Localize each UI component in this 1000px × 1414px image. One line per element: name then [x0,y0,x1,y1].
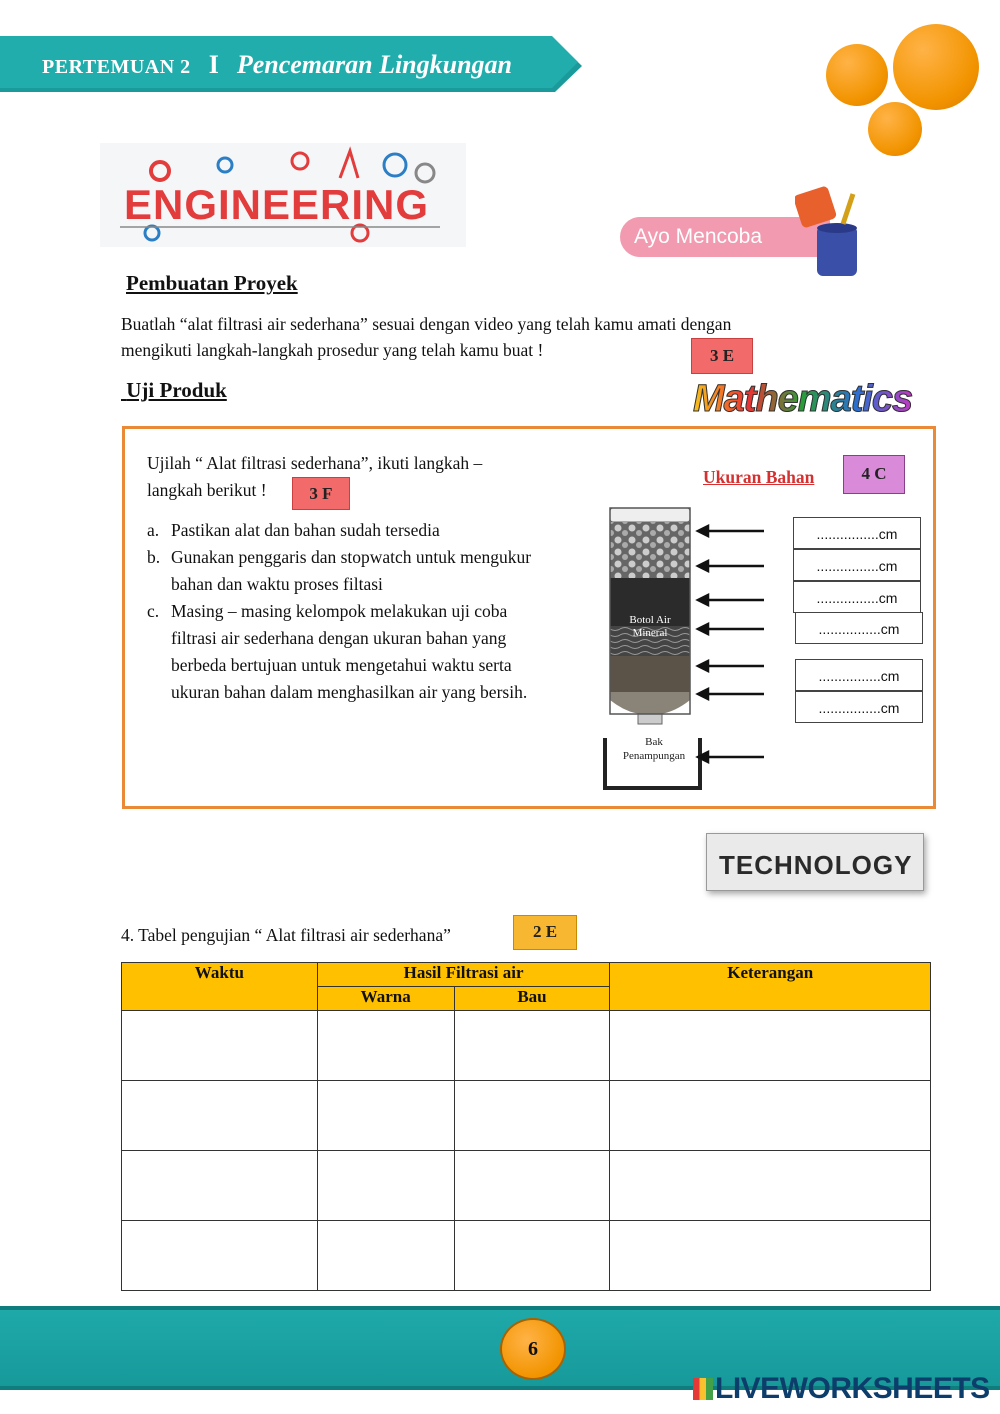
table-cell[interactable] [454,1081,610,1151]
step-text: Gunakan penggaris dan stopwatch untuk mengukur bahan dan waktu proses filtasi [171,547,532,594]
filter-bottle-diagram [600,500,780,795]
uji-heading [121,378,227,403]
table-cell[interactable] [122,1081,318,1151]
table-cell[interactable] [122,1221,318,1291]
measure-box[interactable]: ................cm [793,517,921,549]
table-cell[interactable] [454,1151,610,1221]
measure-box[interactable]: ................cm [793,549,921,581]
technology-banner [706,833,924,891]
watermark-text: LIVEWORKSHEETS [715,1372,990,1405]
decor-circle [826,44,888,106]
step-text: Pastikan alat dan bahan sudah tersedia [171,520,440,540]
table-row [122,1221,931,1291]
step-item [147,598,539,706]
ukuran-bahan-label: Ukuran Bahan [703,467,815,487]
cups-icon [795,184,865,280]
col-keterangan: Keterangan [610,963,931,1011]
table-cell[interactable] [122,1151,318,1221]
table-cell[interactable] [610,1221,931,1291]
table-caption: 4. Tabel pengujian “ Alat filtrasi air sederhana” [121,925,451,945]
badge-4c: 4 C [843,455,905,494]
measure-box[interactable]: ................cm [793,581,921,613]
table-cell[interactable] [610,1151,931,1221]
topic-title: Pencemaran Lingkungan [236,50,513,79]
mathematics-logo [693,378,912,421]
liveworksheets-watermark [693,1372,990,1406]
decor-circle [893,24,979,110]
meeting-label: PERTEMUAN 2 [42,56,191,78]
engineering-word: ENGINEERING [124,181,430,228]
table-cell[interactable] [454,1011,610,1081]
table-row [122,1011,931,1081]
table-cell[interactable] [610,1011,931,1081]
table-cell[interactable] [610,1081,931,1151]
step-item [147,517,539,544]
table-cell[interactable] [317,1011,454,1081]
badge-2e: 2 E [513,915,577,950]
header-ribbon [0,36,585,94]
col-waktu: Waktu [122,963,318,1011]
col-bau: Bau [454,987,610,1011]
table-cell[interactable] [317,1151,454,1221]
liveworksheets-logo-icon [693,1378,713,1400]
table-cell[interactable] [317,1221,454,1291]
measure-box[interactable]: ................cm [795,659,923,691]
step-label: a. [147,520,160,540]
header-text [42,50,512,80]
step-label: c. [147,601,160,621]
col-warna: Warna [317,987,454,1011]
tank-label-2: Penampungan [622,750,686,762]
step-item [147,544,539,598]
step-text: Masing – masing kelompok melakukan uji coba filtrasi air sederhana dengan ukuran bahan yang berbeda bertujuan untuk mengetahui waktu serta ukuran bahan dalam menghasilkan air yang bersih. [171,601,528,702]
bottle-label-2: Mineral [632,627,668,639]
project-heading: Pembuatan Proyek [126,271,298,295]
table-row [122,1151,931,1221]
measure-box[interactable]: ................cm [795,612,923,644]
table-cell[interactable] [317,1081,454,1151]
table-row [122,1081,931,1151]
ayo-mencoba-label: Ayo Mencoba [634,225,763,248]
decor-circle [868,102,922,156]
engineering-banner [100,143,466,247]
step-label: b. [147,547,161,567]
bottle-label-1: Botol Air [629,614,671,626]
tank-label-1: Bak [645,736,663,748]
table-cell[interactable] [122,1011,318,1081]
uji-intro-2: langkah berikut ! [147,480,267,500]
project-text-1: Buatlah “alat filtrasi air sederhana” sesuai dengan video yang telah kamu amati dengan [121,314,732,334]
badge-3e: 3 E [691,338,753,374]
measure-box[interactable]: ................cm [795,691,923,723]
mathematics-word: Mathematics [693,378,913,420]
test-table [121,962,931,1291]
technology-word: TECHNOLOGY [719,850,913,880]
uji-heading-text: Uji Produk [126,378,227,402]
badge-3f: 3 F [292,477,350,510]
page-number: 6 [500,1318,566,1380]
uji-intro-1: Ujilah “ Alat filtrasi sederhana”, ikuti langkah – [147,453,483,473]
header-separator: I [208,50,219,79]
project-text-2: mengikuti langkah-langkah prosedur yang telah kamu buat ! [121,340,544,360]
steps-list [147,517,539,706]
col-hasil: Hasil Filtrasi air [317,963,610,987]
table-cell[interactable] [454,1221,610,1291]
